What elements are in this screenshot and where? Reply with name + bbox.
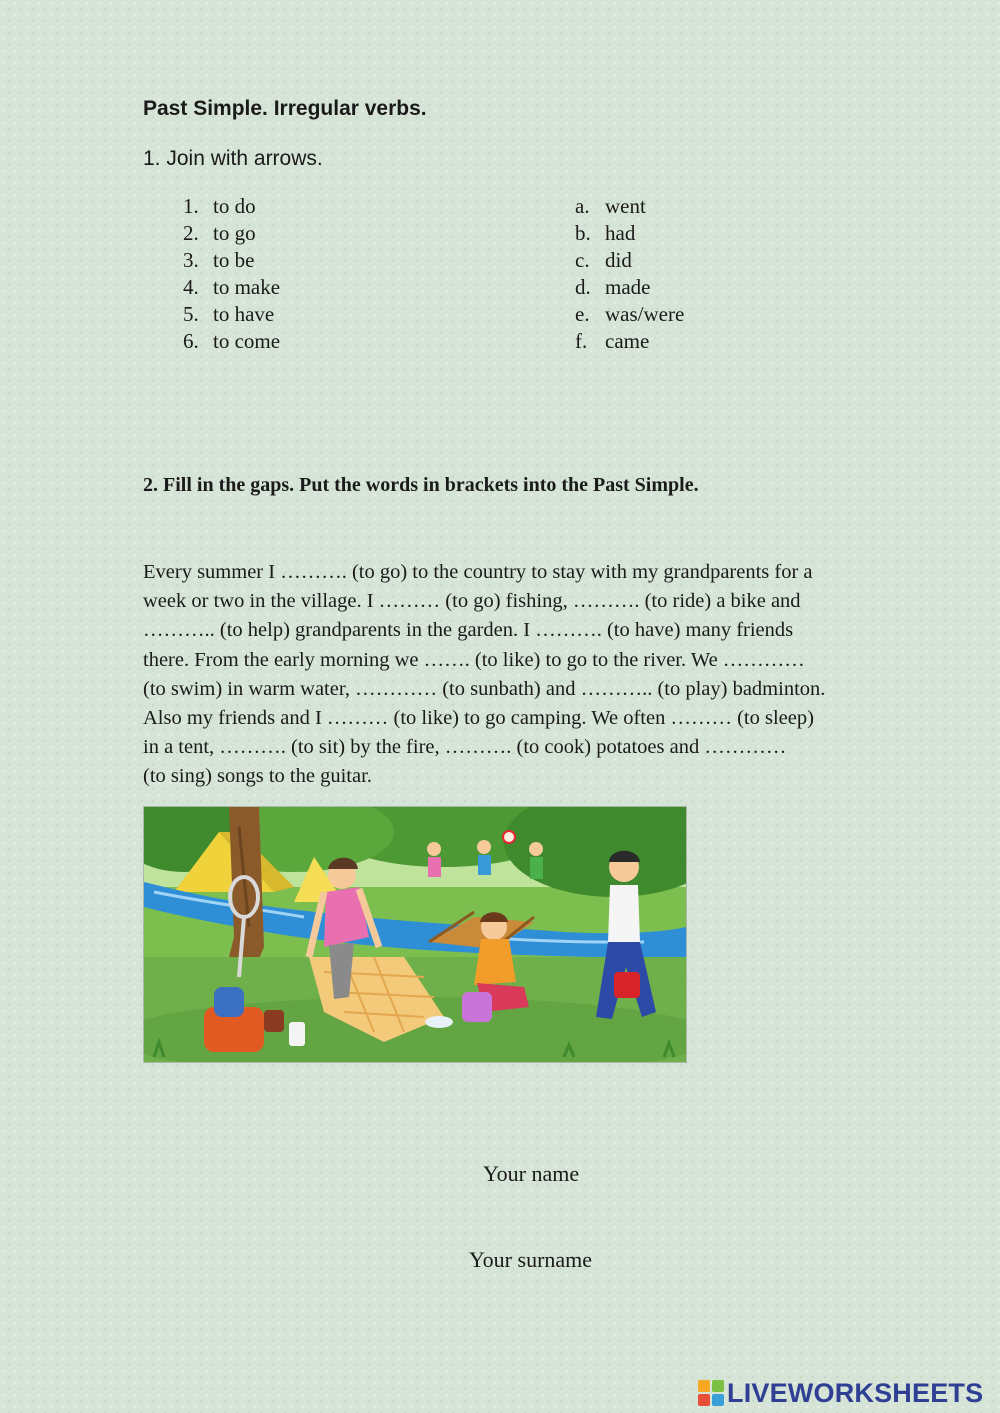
passage-line: (to sing) songs to the guitar. bbox=[143, 765, 372, 788]
list-item: 2. to go bbox=[183, 221, 256, 245]
brand-name: LIVEWORKSHEETS bbox=[727, 1377, 984, 1408]
passage-line: there. From the early morning we ……. (to like) to go to the river. We ………… bbox=[143, 648, 805, 671]
verbs-list bbox=[183, 193, 280, 355]
list-item: 3. to be bbox=[183, 248, 255, 272]
passage-line: week or two in the village. I ……… (to go) fishing, ………. (to ride) a bike and bbox=[143, 590, 801, 613]
exercise2-passage bbox=[143, 558, 943, 792]
list-item: f. came bbox=[575, 329, 650, 353]
list-item: a. went bbox=[575, 194, 646, 218]
camping-illustration bbox=[143, 806, 687, 1063]
passage-line: Every summer I ………. (to go) to the country to stay with my grandparents for a bbox=[143, 561, 813, 583]
exercise2-heading: 2. Fill in the gaps. Put the words in brackets into the Past Simple. bbox=[143, 474, 699, 496]
passage-line: (to swim) in warm water, ………… (to sunbath) and ……….. (to play) badminton. bbox=[143, 677, 826, 700]
liveworksheets-icon bbox=[698, 1380, 724, 1406]
exercise1-heading: 1. Join with arrows. bbox=[143, 147, 323, 170]
list-item: e. was/were bbox=[575, 302, 685, 326]
your-surname-label: Your surname bbox=[469, 1247, 593, 1272]
page-title: Past Simple. Irregular verbs. bbox=[143, 97, 427, 120]
passage-line: Also my friends and I ……… (to like) to go camping. We often ……… (to sleep) bbox=[143, 707, 814, 730]
your-name-label: Your name bbox=[483, 1161, 580, 1186]
list-item: c. did bbox=[575, 248, 632, 272]
list-item: b. had bbox=[575, 221, 636, 245]
passage-line: in a tent, ………. (to sit) by the fire, ………. (to cook) potatoes and ………… bbox=[143, 736, 787, 759]
list-item: d. made bbox=[575, 275, 651, 299]
passage-line: ……….. (to help) grandparents in the garden. I ………. (to have) many friends bbox=[143, 619, 794, 642]
list-item: 1. to do bbox=[183, 194, 256, 218]
past-forms-list bbox=[575, 193, 684, 355]
list-item: 6. to come bbox=[183, 329, 281, 353]
liveworksheets-logo bbox=[698, 1376, 983, 1410]
list-item: 5. to have bbox=[183, 302, 275, 326]
list-item: 4. to make bbox=[183, 275, 281, 299]
